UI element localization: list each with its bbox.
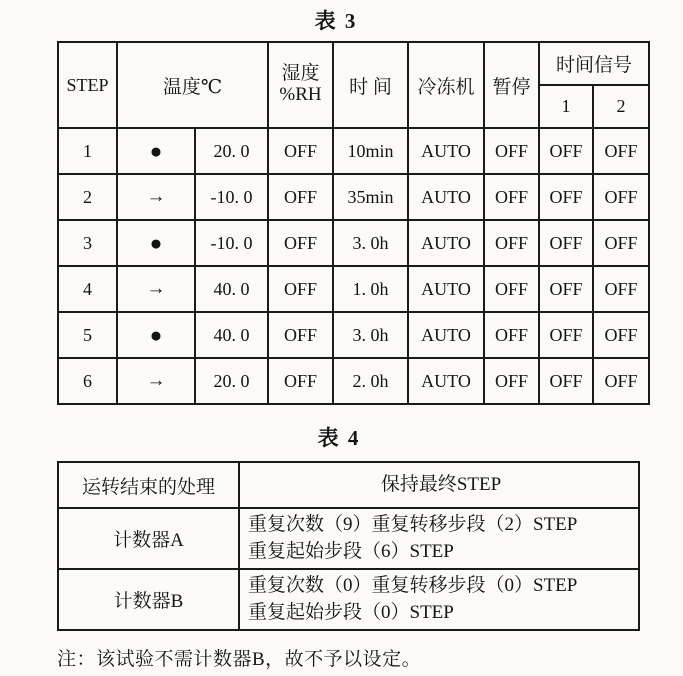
end-handling-line: 保持最终STEP bbox=[380, 473, 502, 495]
table-row bbox=[58, 508, 639, 569]
cell-time: 10min bbox=[333, 128, 408, 174]
counter-a-line-2: 重复起始步段（6）STEP bbox=[248, 540, 454, 562]
col-header-signal-1: 1 bbox=[539, 85, 593, 128]
cell-refrigerator: AUTO bbox=[408, 174, 484, 220]
temp-ramp-icon: → bbox=[117, 266, 195, 312]
cell-signal-2: OFF bbox=[593, 220, 649, 266]
temp-ramp-icon: → bbox=[117, 174, 195, 220]
cell-time: 3. 0h bbox=[333, 312, 408, 358]
footnote: 注：该试验不需计数器B，故不予以设定。 bbox=[57, 649, 422, 670]
col-header-step: STEP bbox=[58, 42, 117, 128]
cell-refrigerator: AUTO bbox=[408, 266, 484, 312]
cell-pause: OFF bbox=[484, 266, 539, 312]
cell-signal-2: OFF bbox=[593, 174, 649, 220]
table4 bbox=[57, 461, 640, 631]
cell-humidity: OFF bbox=[268, 128, 333, 174]
cell-signal-1: OFF bbox=[539, 220, 593, 266]
cell-signal-1: OFF bbox=[539, 358, 593, 404]
cell-signal-1: OFF bbox=[539, 174, 593, 220]
cell-time: 1. 0h bbox=[333, 266, 408, 312]
counter-b-line-2: 重复起始步段（0）STEP bbox=[248, 601, 454, 623]
table4-title: 表 4 bbox=[317, 426, 361, 450]
cell-refrigerator: AUTO bbox=[408, 312, 484, 358]
cell-temp: 40. 0 bbox=[195, 312, 268, 358]
cell-counter-a-value bbox=[239, 508, 639, 569]
cell-humidity: OFF bbox=[268, 312, 333, 358]
cell-counter-a-label: 计数器A bbox=[58, 508, 239, 569]
table-row bbox=[58, 312, 649, 358]
cell-pause: OFF bbox=[484, 312, 539, 358]
cell-time: 3. 0h bbox=[333, 220, 408, 266]
cell-step: 1 bbox=[58, 128, 117, 174]
humidity-label-line1: 湿度 bbox=[281, 63, 320, 85]
cell-step: 6 bbox=[58, 358, 117, 404]
temp-ramp-icon: → bbox=[117, 358, 195, 404]
temp-setpoint-icon: ● bbox=[117, 312, 195, 358]
table3-title: 表 3 bbox=[314, 9, 358, 33]
col-header-signal-2: 2 bbox=[593, 85, 649, 128]
cell-pause: OFF bbox=[484, 174, 539, 220]
cell-signal-1: OFF bbox=[539, 266, 593, 312]
col-header-temperature: 温度℃ bbox=[117, 42, 268, 128]
counter-b-line-1: 重复次数（0）重复转移步段（0）STEP bbox=[248, 574, 578, 596]
cell-signal-1: OFF bbox=[539, 128, 593, 174]
col-header-humidity bbox=[268, 42, 333, 128]
cell-step: 5 bbox=[58, 312, 117, 358]
cell-pause: OFF bbox=[484, 220, 539, 266]
cell-counter-b-value bbox=[239, 569, 639, 630]
table3 bbox=[57, 41, 650, 405]
counter-a-line-1: 重复次数（9）重复转移步段（2）STEP bbox=[248, 513, 578, 535]
cell-humidity: OFF bbox=[268, 174, 333, 220]
table-row bbox=[58, 569, 639, 630]
cell-temp: -10. 0 bbox=[195, 174, 268, 220]
cell-temp: 20. 0 bbox=[195, 358, 268, 404]
cell-signal-1: OFF bbox=[539, 312, 593, 358]
temp-setpoint-icon: ● bbox=[117, 220, 195, 266]
col-header-refrigerator: 冷冻机 bbox=[408, 42, 484, 128]
cell-temp: 40. 0 bbox=[195, 266, 268, 312]
cell-signal-2: OFF bbox=[593, 312, 649, 358]
cell-temp: -10. 0 bbox=[195, 220, 268, 266]
table-row bbox=[58, 174, 649, 220]
cell-refrigerator: AUTO bbox=[408, 358, 484, 404]
cell-pause: OFF bbox=[484, 358, 539, 404]
cell-end-handling-value bbox=[239, 462, 639, 508]
cell-step: 2 bbox=[58, 174, 117, 220]
cell-temp: 20. 0 bbox=[195, 128, 268, 174]
cell-time: 2. 0h bbox=[333, 358, 408, 404]
humidity-label-line2: %RH bbox=[279, 84, 322, 105]
table-row bbox=[58, 358, 649, 404]
cell-signal-2: OFF bbox=[593, 128, 649, 174]
cell-humidity: OFF bbox=[268, 358, 333, 404]
cell-step: 4 bbox=[58, 266, 117, 312]
cell-refrigerator: AUTO bbox=[408, 128, 484, 174]
temp-setpoint-icon: ● bbox=[117, 128, 195, 174]
cell-humidity: OFF bbox=[268, 266, 333, 312]
col-header-time: 时 间 bbox=[333, 42, 408, 128]
table-row bbox=[58, 462, 639, 508]
table-row bbox=[58, 220, 649, 266]
cell-humidity: OFF bbox=[268, 220, 333, 266]
cell-signal-2: OFF bbox=[593, 358, 649, 404]
cell-end-handling-label: 运转结束的处理 bbox=[58, 462, 239, 508]
table-row bbox=[58, 128, 649, 174]
cell-signal-2: OFF bbox=[593, 266, 649, 312]
cell-pause: OFF bbox=[484, 128, 539, 174]
col-header-pause: 暂停 bbox=[484, 42, 539, 128]
cell-step: 3 bbox=[58, 220, 117, 266]
cell-time: 35min bbox=[333, 174, 408, 220]
cell-counter-b-label: 计数器B bbox=[58, 569, 239, 630]
cell-refrigerator: AUTO bbox=[408, 220, 484, 266]
col-header-time-signal: 时间信号 bbox=[539, 42, 649, 85]
table-row bbox=[58, 266, 649, 312]
